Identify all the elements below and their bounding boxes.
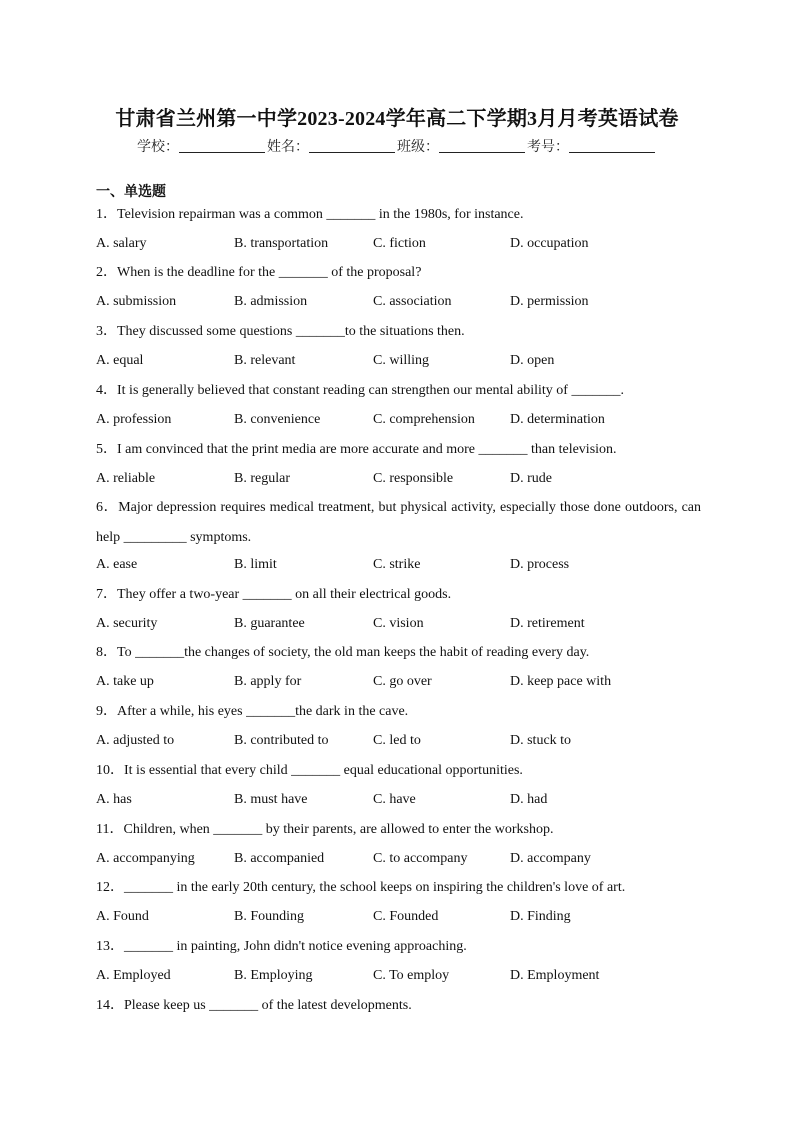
option-d: D. permission <box>510 294 589 309</box>
option-d: D. accompany <box>510 851 591 866</box>
question-text: 6．Major depression requires medical treatment, but physical activity, especially those done outdoors, can help _________ symptoms. <box>96 500 701 545</box>
option-b: B. Founding <box>234 909 305 924</box>
exam-number-blank <box>569 138 655 153</box>
option-b: B. apply for <box>234 674 302 689</box>
option-b: B. transportation <box>234 236 329 251</box>
option-row <box>96 294 706 314</box>
option-b: B. must have <box>234 792 308 807</box>
option-d: D. stuck to <box>510 733 572 748</box>
question-text: 12．_______ in the early 20th century, the school keeps on inspiring the children's love of art. <box>96 880 626 895</box>
option-row <box>96 353 706 373</box>
option-a: A. security <box>96 616 158 631</box>
option-row <box>96 616 706 636</box>
option-c: C. led to <box>373 733 421 748</box>
question-text: 5．I am convinced that the print media are more accurate and more _______ than television. <box>96 442 617 457</box>
question-text: 3．They discussed some questions _______to the situations then. <box>96 324 465 339</box>
option-c: C. comprehension <box>373 412 475 427</box>
option-b: B. regular <box>234 471 290 486</box>
option-c: C. go over <box>373 674 432 689</box>
question-text: 2．When is the deadline for the _______ of the proposal? <box>96 265 422 280</box>
option-row <box>96 792 706 812</box>
class-blank <box>439 138 525 153</box>
option-d: D. had <box>510 792 548 807</box>
option-c: C. fiction <box>373 236 426 251</box>
option-b: B. convenience <box>234 412 321 427</box>
option-d: D. keep pace with <box>510 674 612 689</box>
name-field <box>267 136 397 156</box>
question-text: 4．It is generally believed that constant reading can strengthen our mental ability of _______. <box>96 383 624 398</box>
option-a: A. equal <box>96 353 144 368</box>
option-a: A. Found <box>96 909 149 924</box>
option-c: C. association <box>373 294 452 309</box>
option-row <box>96 412 706 432</box>
class-field <box>397 136 527 156</box>
option-d: D. retirement <box>510 616 585 631</box>
option-a: A. accompanying <box>96 851 195 866</box>
question-text: 10．It is essential that every child _______ equal educational opportunities. <box>96 763 523 778</box>
option-c: C. responsible <box>373 471 454 486</box>
option-row <box>96 851 706 871</box>
option-a: A. submission <box>96 294 177 309</box>
question-text: 13．_______ in painting, John didn't notice evening approaching. <box>96 939 467 954</box>
option-b: B. contributed to <box>234 733 329 748</box>
question-text: 1．Television repairman was a common _______ in the 1980s, for instance. <box>96 207 524 222</box>
option-b: B. limit <box>234 557 277 572</box>
option-row <box>96 236 706 256</box>
option-a: A. has <box>96 792 132 807</box>
option-a: A. reliable <box>96 471 156 486</box>
option-row <box>96 733 706 753</box>
name-label: 姓名： <box>267 139 309 155</box>
option-d: D. Finding <box>510 909 571 924</box>
section-title: 一、单选题 <box>96 184 166 200</box>
option-b: B. guarantee <box>234 616 305 631</box>
option-b: B. Employing <box>234 968 313 983</box>
school-blank <box>179 138 265 153</box>
question-text: 9．After a while, his eyes _______the dark in the cave. <box>96 704 409 719</box>
page-title: 甘肃省兰州第一中学2023-2024学年高二下学期3月月考英语试卷 <box>115 108 679 130</box>
option-c: C. strike <box>373 557 421 572</box>
question-text: 11．Children, when _______ by their parents, are allowed to enter the workshop. <box>96 822 554 837</box>
option-a: A. take up <box>96 674 154 689</box>
option-d: D. occupation <box>510 236 589 251</box>
option-row <box>96 968 706 988</box>
option-b: B. accompanied <box>234 851 325 866</box>
option-row <box>96 557 706 577</box>
option-c: C. To employ <box>373 968 450 983</box>
option-a: A. ease <box>96 557 138 572</box>
question-text: 14．Please keep us _______ of the latest developments. <box>96 998 412 1013</box>
option-c: C. have <box>373 792 416 807</box>
option-row <box>96 471 706 491</box>
option-c: C. to accompany <box>373 851 468 866</box>
option-c: C. willing <box>373 353 430 368</box>
option-a: A. adjusted to <box>96 733 175 748</box>
name-blank <box>309 138 395 153</box>
option-a: A. salary <box>96 236 147 251</box>
option-c: C. vision <box>373 616 424 631</box>
option-d: D. Employment <box>510 968 600 983</box>
option-c: C. Founded <box>373 909 439 924</box>
school-label: 学校： <box>137 139 179 155</box>
option-a: A. Employed <box>96 968 171 983</box>
option-d: D. open <box>510 353 555 368</box>
question-text: 8．To _______the changes of society, the old man keeps the habit of reading every day. <box>96 645 590 660</box>
option-d: D. rude <box>510 471 552 486</box>
option-a: A. profession <box>96 412 172 427</box>
student-info-line <box>0 136 794 156</box>
option-b: B. admission <box>234 294 308 309</box>
option-b: B. relevant <box>234 353 296 368</box>
exam-number-label: 考号： <box>527 139 569 155</box>
school-field <box>137 136 267 156</box>
exam-number-field <box>527 136 657 156</box>
question-text: 7．They offer a two-year _______ on all their electrical goods. <box>96 587 452 602</box>
class-label: 班级： <box>397 139 439 155</box>
option-d: D. determination <box>510 412 605 427</box>
option-d: D. process <box>510 557 570 572</box>
option-row <box>96 674 706 694</box>
option-row <box>96 909 706 929</box>
